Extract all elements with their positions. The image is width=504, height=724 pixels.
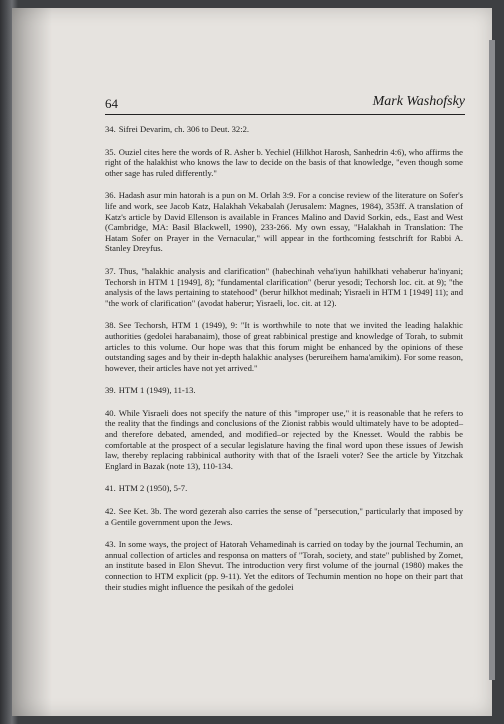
endnote-text: See Ket. 3b. The word gezerah also carries the sense of "persecution," particularly that imposed by a Gentile government upon the Jews. [105, 506, 463, 527]
endnote [105, 190, 463, 254]
endnote [105, 483, 463, 494]
endnote [105, 539, 463, 592]
endnote-text: HTM 2 (1950), 5-7. [118, 483, 188, 494]
page-number: 64 [105, 96, 118, 111]
page-edge-strip [489, 40, 495, 680]
running-head: Mark Washofsky [372, 94, 465, 109]
endnote-text: Hadash asur min hatorah is a pun on M. Orlah 3:9. For a concise review of the literature on Sofer's life and work, see Jacob Katz, Halakhah Vekabalah (Jerusalem: Magnes, 1984), 353ff. A translation of Katz's article by David Ellenson is available in Frances Malino and David Sorkin, eds., East and West (Cambridge, MA: Basil Blackwell, 1990), 233-266. My own essay, "Halakhah in Translation: The Hatam Sofer on Prayer in the Vernacular," will appear in the forthcoming festschrift for Rabbi A. Stanley Dreyfus. [105, 190, 463, 254]
endnote [105, 147, 463, 179]
endnote-text: While Yisraeli does not specify the nature of this "improper use," it is reasonable that he refers to the reality that the findings and conclusions of the Zionist rabbis would ultimately have to be adopted–and therefore debated, amended, and modified–or rejected by the Knesset. Would the rabbis be comfortable at the prospect of a secular legislature having the final word upon these issues of Jewish law, thereby replacing rabbinical authority with that of the Israeli voter? See the article by Yitzchak Englard in Bazak (note 13), 110-134. [105, 407, 463, 471]
endnote-number: 34. [105, 124, 116, 134]
page-header [105, 96, 465, 115]
endnote [105, 266, 463, 308]
endnote-number: 43. [105, 539, 116, 550]
endnote [105, 408, 463, 472]
endnote-text: In some ways, the project of Hatorah Vehamedinah is carried on today by the journal Techumin, an annual collection of articles and responsa on matters of "Torah, society, and state" published by Zomet, an institute based in Elon Shevut. The introduction very first volume of the journal (1980) makes the connection to HTM explicit (pp. 9-11). Yet the editors of Techumin mention no hope on their part that their studies might influence the pesikah of the gedolei [105, 539, 463, 592]
endnote-number: 38. [105, 320, 116, 331]
endnote-text: Sifrei Devarim, ch. 306 to Deut. 32:2. [118, 124, 250, 134]
endnote [105, 320, 463, 373]
endnote-number: 37. [105, 265, 116, 276]
endnote-number: 41. [105, 483, 116, 494]
endnote-text: See Techorsh, HTM 1 (1949), 9: "It is worthwhile to note that we invited the leading halakhic authorities (gedolei harabanaim), those of great rabbinical prestige and knowledge of Torah, to submit articles to this volume. Our hope was that this forum might be enhanced by the opinions of these outstanding sages and by their in-depth halakhic analyses (berureihem hama'amikim). For some reason, however, their articles have not yet arrived." [105, 320, 463, 373]
endnote [105, 385, 463, 396]
endnote-text: Ouziel cites here the words of R. Asher b. Yechiel (Hilkhot Harosh, Sanhedrin 4:6), who affirms the right of the halakhist who knows the law to decide on the basis of that knowledge, "even though some other sage has ruled differently." [105, 146, 463, 178]
endnote-number: 40. [105, 407, 116, 418]
endnote [105, 124, 463, 135]
endnotes [105, 124, 463, 604]
endnote-number: 36. [105, 190, 116, 201]
endnote-text: HTM 1 (1949), 11-13. [118, 385, 196, 396]
endnote [105, 506, 463, 527]
endnote-number: 39. [105, 385, 116, 396]
endnote-text: Thus, "halakhic analysis and clarification" (habechinah veha'iyun hahilkhati vehaberur ha'inyani; Techorsh in HTM 1 [1949], 8); "fundamental clarification" (berur yesodi; Techorsh loc. cit. at 9); "the analysis of the laws pertaining to statehood" (berur hilkhot medinah; Yisraeli in HTM 1 [1949] 11); and "the work of clarification" (avodat haberur; Yisraeli, loc. cit. at 12). [105, 265, 463, 308]
endnote-number: 42. [105, 506, 116, 517]
endnote-number: 35. [105, 146, 116, 157]
